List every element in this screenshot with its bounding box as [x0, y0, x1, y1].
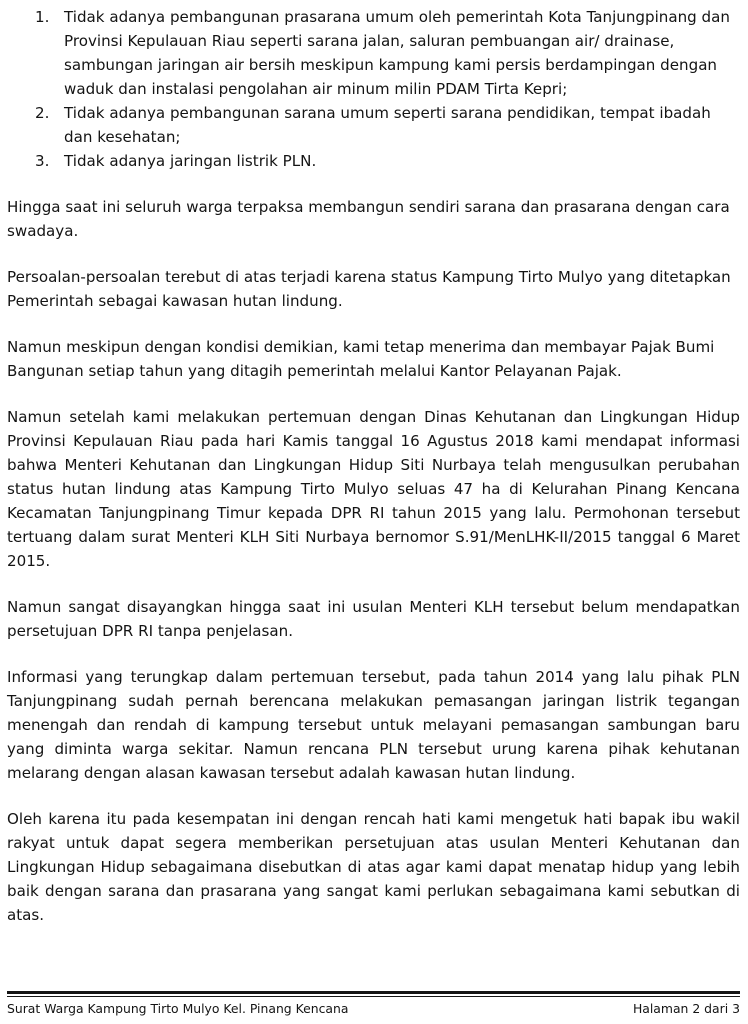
paragraph-status: Persoalan-persoalan terebut di atas terjadi karena status Kampung Tirto Mulyo yang ditetapkan Pemerintah sebagai kawasan hutan lindung. — [7, 268, 731, 310]
paragraph-request: Oleh karena itu pada kesempatan ini dengan rencah hati kami mengetuk hati bapak ibu wakil rakyat untuk dapat segera memberikan persetujuan atas usulan Menteri Kehutanan dan Lingkungan Hidup sebagaimana disebutkan di atas agar kami dapat menatap hidup yang lebih baik dengan sarana dan prasarana yang sangat kami perlukan sebagaimana kami sebutkan di atas. — [7, 810, 740, 924]
problem-list — [7, 5, 740, 173]
page-footer — [7, 1001, 740, 1017]
list-item-text: Tidak adanya pembangunan sarana umum seperti sarana pendidikan, tempat ibadah dan kesehatan; — [64, 104, 711, 146]
footer-page-number: Halaman 2 dari 3 — [632, 1001, 740, 1016]
paragraph-swadaya: Hingga saat ini seluruh warga terpaksa membangun sendiri sarana dan prasarana dengan cara swadaya. — [7, 198, 730, 240]
paragraph-pln: Informasi yang terungkap dalam pertemuan tersebut, pada tahun 2014 yang lalu pihak PLN Tanjungpinang sudah pernah berencana melakukan pemasangan jaringan listrik tegangan menengah dan rendah di kampung tersebut untuk melayani pemasangan sambungan baru yang diminta warga sekitar. Namun rencana PLN tersebut urung karena pihak kehutanan melarang dengan alasan kawasan tersebut adalah kawasan hutan lindung. — [7, 668, 740, 782]
list-item — [7, 5, 740, 101]
document-page — [7, 0, 740, 927]
footer-document-title: Surat Warga Kampung Tirto Mulyo Kel. Pinang Kencana — [7, 1001, 349, 1016]
paragraph-approval: Namun sangat disayangkan hingga saat ini usulan Menteri KLH tersebut belum mendapatkan persetujuan DPR RI tanpa penjelasan. — [7, 598, 740, 640]
list-item-text: Tidak adanya pembangunan prasarana umum oleh pemerintah Kota Tanjungpinang dan Provinsi Kepulauan Riau seperti sarana jalan, saluran pembuangan air/ drainase, sambungan jaringan air bersih meskipun kampung kami persis berdampingan dengan waduk dan instalasi pengolahan air minum milin PDAM Tirta Kepri; — [64, 8, 730, 98]
paragraph-meeting: Namun setelah kami melakukan pertemuan dengan Dinas Kehutanan dan Lingkungan Hidup Provinsi Kepulauan Riau pada hari Kamis tanggal 16 Agustus 2018 kami mendapat informasi bahwa Menteri Kehutanan dan Lingkungan Hidup Siti Nurbaya telah mengusulkan perubahan status hutan lindung atas Kampung Tirto Mulyo seluas 47 ha di Kelurahan Pinang Kencana Kecamatan Tanjungpinang Timur kepada DPR RI tahun 2015 yang lalu. Permohonan tersebut tertuang dalam surat Menteri KLH Siti Nurbaya bernomor S.91/MenLHK-II/2015 tanggal 6 Maret 2015. — [7, 408, 740, 570]
footer-divider — [7, 991, 740, 994]
list-item-number: 2. — [35, 104, 50, 122]
list-item-text: Tidak adanya jaringan listrik PLN. — [64, 152, 317, 170]
list-item — [7, 149, 740, 173]
paragraph-tax: Namun meskipun dengan kondisi demikian, kami tetap menerima dan membayar Pajak Bumi Bangunan setiap tahun yang ditagih pemerintah melalui Kantor Pelayanan Pajak. — [7, 338, 715, 380]
footer-divider-thin — [7, 996, 740, 997]
list-item — [7, 101, 740, 149]
list-item-number: 1. — [35, 8, 50, 26]
list-item-number: 3. — [35, 152, 50, 170]
